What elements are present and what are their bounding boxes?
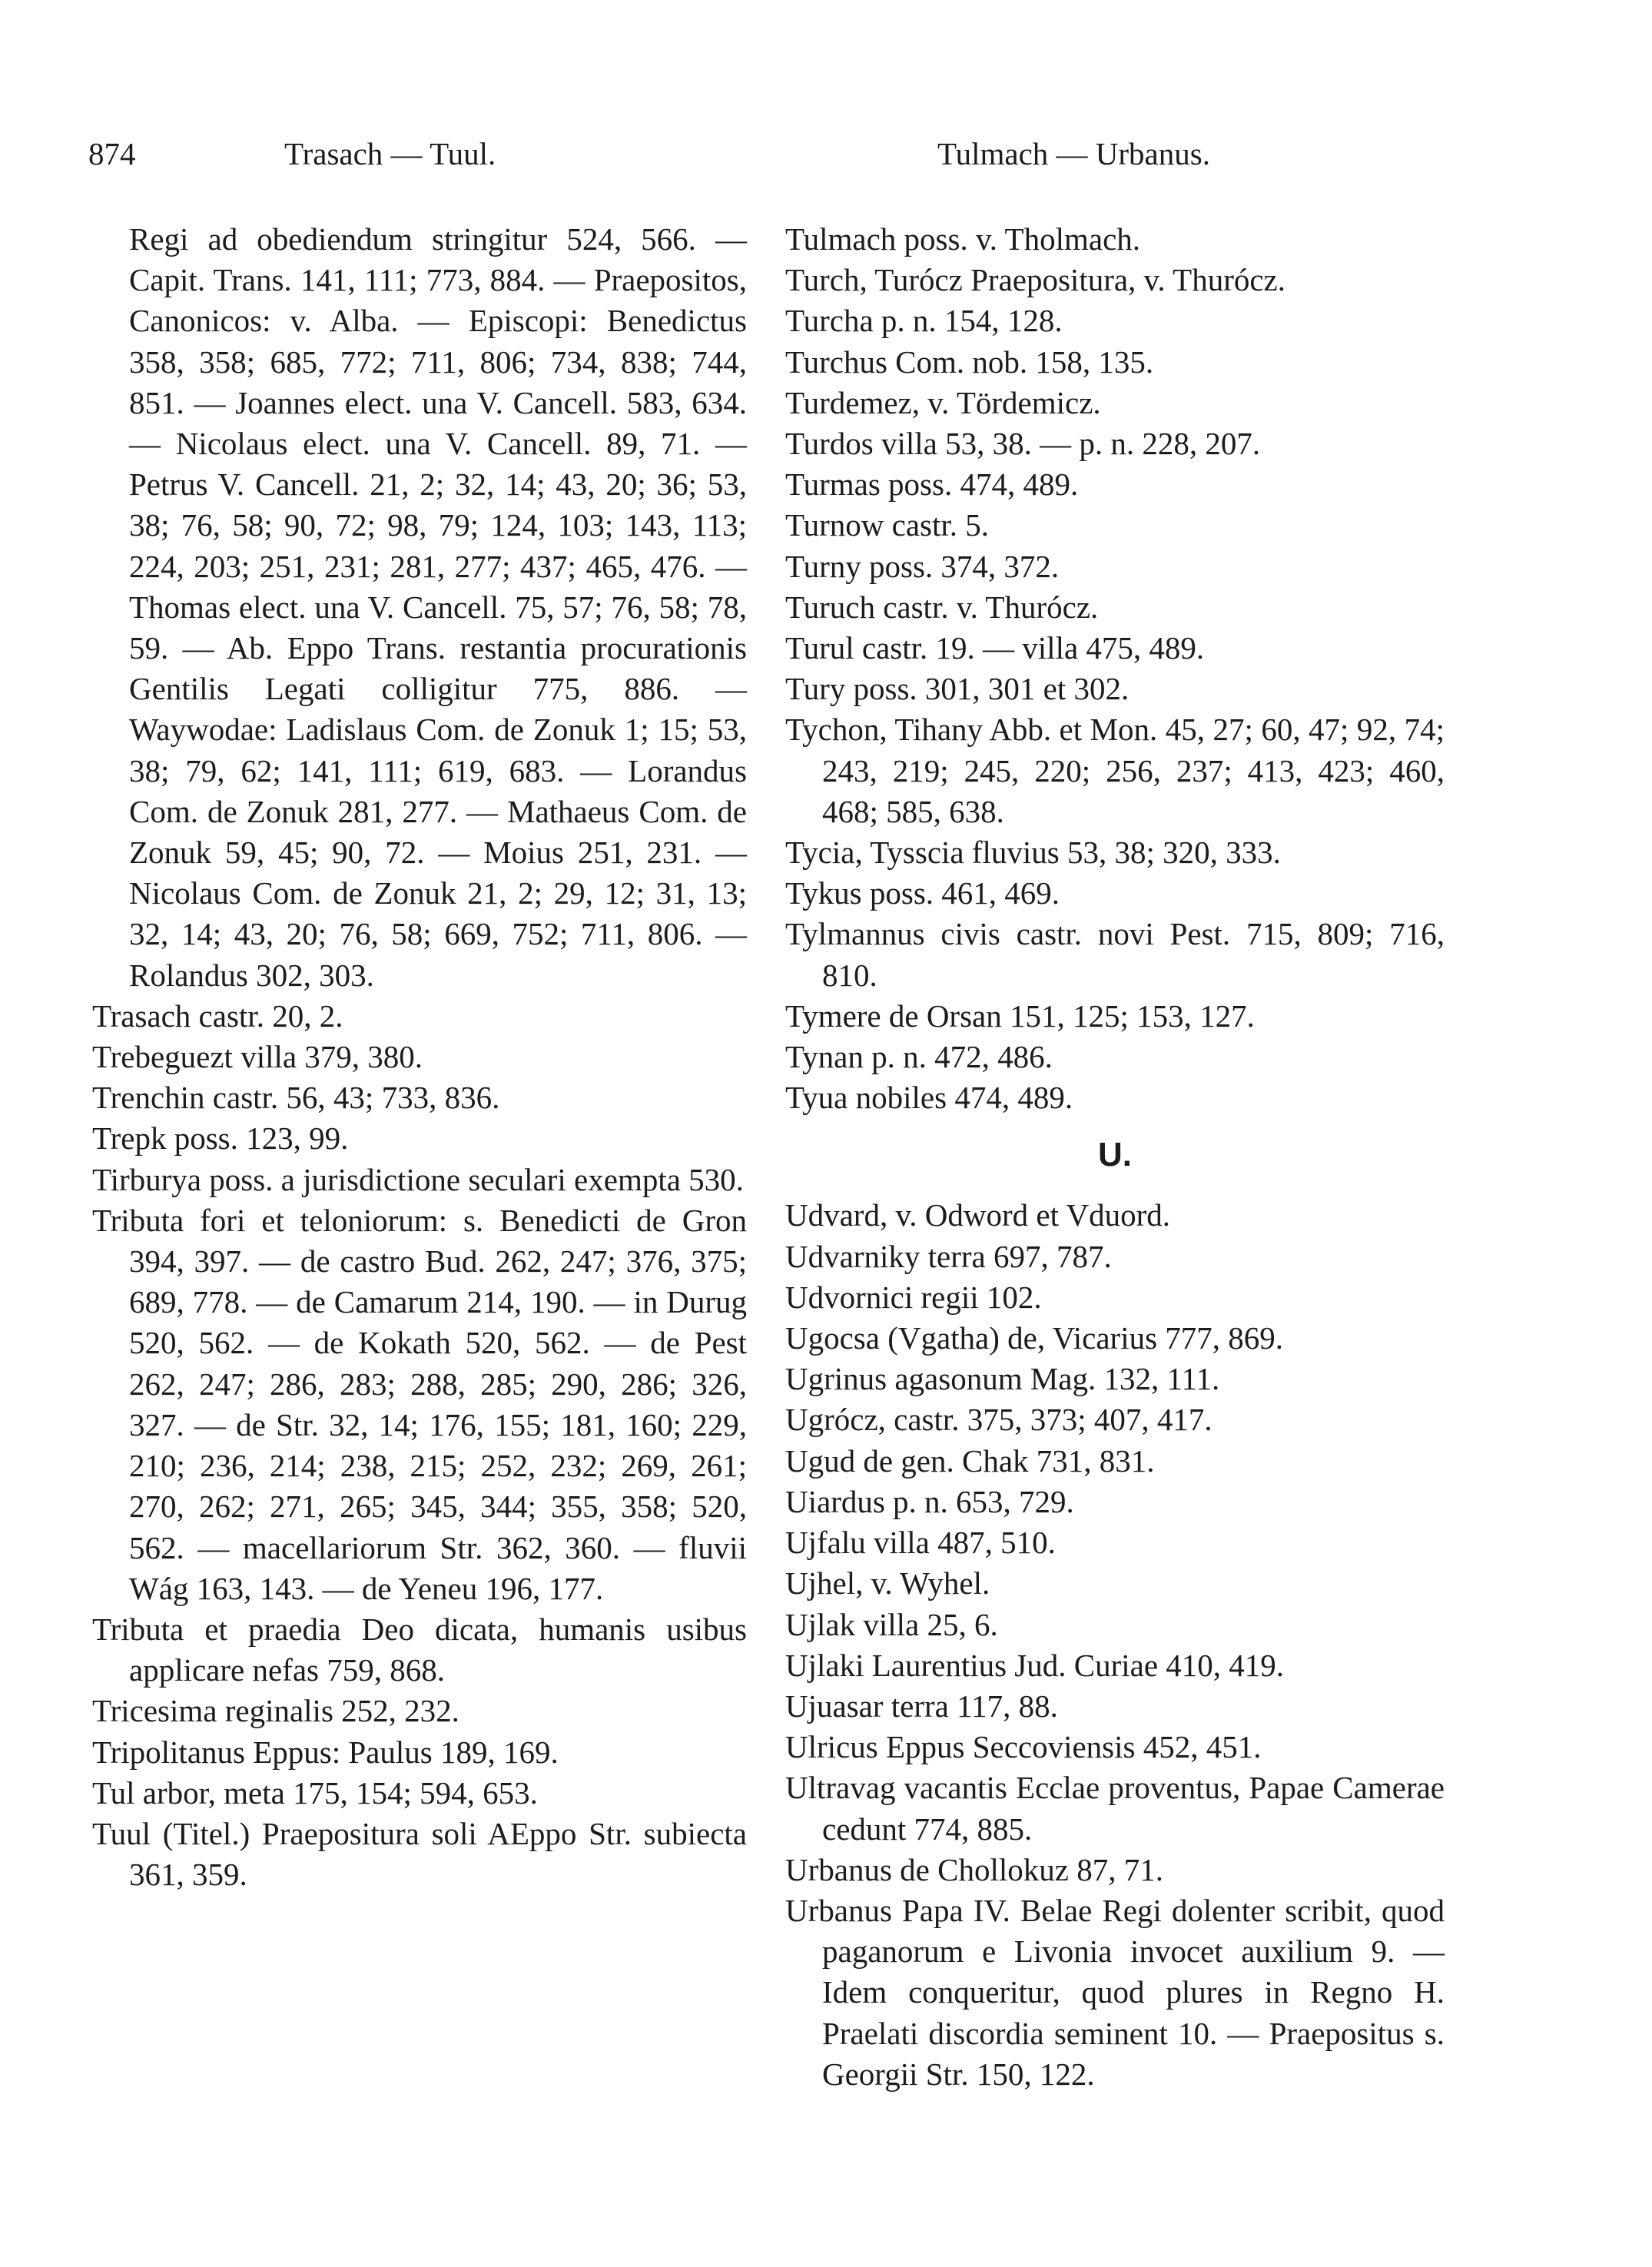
index-entry: Tykus poss. 461, 469. [785, 875, 1060, 911]
index-entry: Tulmach poss. v. Tholmach. [785, 221, 1141, 257]
running-head-right: Tulmach — Urbanus. [937, 136, 1210, 171]
index-entry: Ugocsa (Vgatha) de, Vicarius 777, 869. [785, 1320, 1284, 1356]
index-entry: Turmas poss. 474, 489. [785, 466, 1079, 503]
index-entry: Turny poss. 374, 372. [785, 548, 1060, 584]
index-entry: Tymere de Orsan 151, 125; 153, 127. [785, 997, 1255, 1034]
index-entry: Turdemez, v. Tördemicz. [785, 384, 1101, 420]
index-entry: Tuul (Titel.) Praepositura soli AEppo Str. subiecta 361, 359. [92, 1815, 747, 1893]
index-entry: Turul castr. 19. — villa 475, 489. [785, 630, 1205, 666]
index-entry: Trepk poss. 123, 99. [92, 1120, 349, 1157]
section-letter-heading: U. [1098, 1136, 1132, 1174]
index-entry: Ujhel, v. Wyhel. [785, 1565, 990, 1602]
index-entry: Tul arbor, meta 175, 154; 594, 653. [92, 1774, 538, 1811]
index-entry: Udvard, v. Odword et Vduord. [785, 1197, 1171, 1233]
index-entry: Turch, Turócz Praepositura, v. Thurócz. [785, 262, 1285, 298]
index-entry: Tyua nobiles 474, 489. [785, 1080, 1073, 1116]
index-entry: Tirburya poss. a jurisdictione seculari exempta 530. [92, 1161, 744, 1197]
index-entry: Tury poss. 301, 301 et 302. [785, 671, 1130, 707]
index-entry: Tycia, Tysscia fluvius 53, 38; 320, 333. [785, 835, 1281, 871]
index-entry: Ujuasar terra 117, 88. [785, 1688, 1058, 1724]
page-number: 874 [88, 136, 136, 171]
index-entry: Tributa et praedia Deo dicata, humanis usibus applicare nefas 759, 868. [92, 1611, 747, 1688]
index-entry: Trebeguezt villa 379, 380. [92, 1039, 423, 1075]
index-entry: Turcha p. n. 154, 128. [785, 303, 1063, 339]
index-entry: Trasach castr. 20, 2. [92, 997, 343, 1034]
index-entry: Udvornici regii 102. [785, 1279, 1042, 1315]
index-entry: Tylmannus civis castr. novi Pest. 715, 809; 716, 810. [785, 916, 1445, 993]
left-column [92, 219, 747, 1895]
index-entry: Ultravag vacantis Ecclae proventus, Papae Camerae cedunt 774, 885. [785, 1770, 1445, 1847]
index-entry: Ujlaki Laurentius Jud. Curiae 410, 419. [785, 1647, 1285, 1683]
index-entry: Tributa fori et teloniorum: s. Benedicti de Gron 394, 397. — de castro Bud. 262, 247; 376, 375; 689, 778. — de Camarum 214, 190. — in Durug 520, 562. — de Kokath 520, 562. — de Pest 262, 247; 286, 283; 288, 285; 290, 286; 326, 327. — de Str. 32, 14; 176, 155; 181, 160; 229, 210; 236, 214; 238, 215; 252, 232; 269, 261; 270, 262; 271, 265; 345, 344; 355, 358; 520, 562. — macellariorum Str. 362, 360. — fluvii Wág 163, 143. — de Yeneu 196, 177. [92, 1202, 747, 1606]
index-entry: Tychon, Tihany Abb. et Mon. 45, 27; 60, 47; 92, 74; 243, 219; 245, 220; 256, 237; 413, 423; 460, 468; 585, 638. [785, 712, 1445, 829]
index-entry: Ugrinus agasonum Mag. 132, 111. [785, 1361, 1220, 1397]
index-entry: Ujfalu villa 487, 510. [785, 1525, 1056, 1561]
index-entry: Turnow castr. 5. [785, 507, 989, 543]
index-entry-continuation: Regi ad obediendum stringitur 524, 566. — Capit. Trans. 141, 111; 773, 884. — Praepositos, Canonicos: v. Alba. — Episcopi: Benedictus 358, 358; 685, 772; 711, 806; 734, 838; 744, 851. — Joannes elect. una V. Cancell. 583, 634. — Nicolaus elect. una V. Cancell. 89, 71. — Petrus V. Cancell. 21, 2; 32, 14; 43, 20; 36; 53, 38; 76, 58; 90, 72; 98, 79; 124, 103; 143, 113; 224, 203; 251, 231; 281, 277; 437; 465, 476. — Thomas elect. una V. Cancell. 75, 57; 76, 58; 78, 59. — Ab. Eppo Trans. restantia procurationis Gentilis Legati colligitur 775, 886. — Waywodae: Ladislaus Com. de Zonuk 1; 15; 53, 38; 79, 62; 141, 111; 619, 683. — Lorandus Com. de Zonuk 281, 277. — Mathaeus Com. de Zonuk 59, 45; 90, 72. — Moius 251, 231. — Nicolaus Com. de Zonuk 21, 2; 29, 12; 31, 13; 32, 14; 43, 20; 76, 58; 669, 752; 711, 806. — Rolandus 302, 303. [129, 221, 747, 993]
index-entry: Tynan p. n. 472, 486. [785, 1039, 1053, 1075]
index-entry: Uiardus p. n. 653, 729. [785, 1483, 1074, 1519]
index-entry: Urbanus Papa IV. Belae Regi dolenter scribit, quod paganorum e Livonia invocet auxilium 9. — Idem conqueritur, quod plures in Regno H. Praelati discordia seminent 10. — Praepositus s. Georgii Str. 150, 122. [785, 1892, 1445, 2092]
right-column [785, 219, 1445, 2095]
index-entry: Trenchin castr. 56, 43; 733, 836. [92, 1080, 500, 1116]
index-entry: Turchus Com. nob. 158, 135. [785, 344, 1154, 380]
index-entry: Ulricus Eppus Seccoviensis 452, 451. [785, 1729, 1262, 1765]
index-entry: Udvarniky terra 697, 787. [785, 1238, 1112, 1274]
index-entry: Tripolitanus Eppus: Paulus 189, 169. [92, 1734, 559, 1770]
index-entry: Turuch castr. v. Thurócz. [785, 589, 1099, 625]
index-entry: Ugud de gen. Chak 731, 831. [785, 1442, 1155, 1479]
index-entry: Urbanus de Chollokuz 87, 71. [785, 1851, 1163, 1887]
index-entry: Ujlak villa 25, 6. [785, 1606, 998, 1642]
running-head-left: Trasach — Tuul. [284, 136, 496, 171]
index-entry: Turdos villa 53, 38. — p. n. 228, 207. [785, 426, 1261, 462]
index-entry: Tricesima reginalis 252, 232. [92, 1693, 459, 1729]
index-entry: Ugrócz, castr. 375, 373; 407, 417. [785, 1402, 1212, 1438]
